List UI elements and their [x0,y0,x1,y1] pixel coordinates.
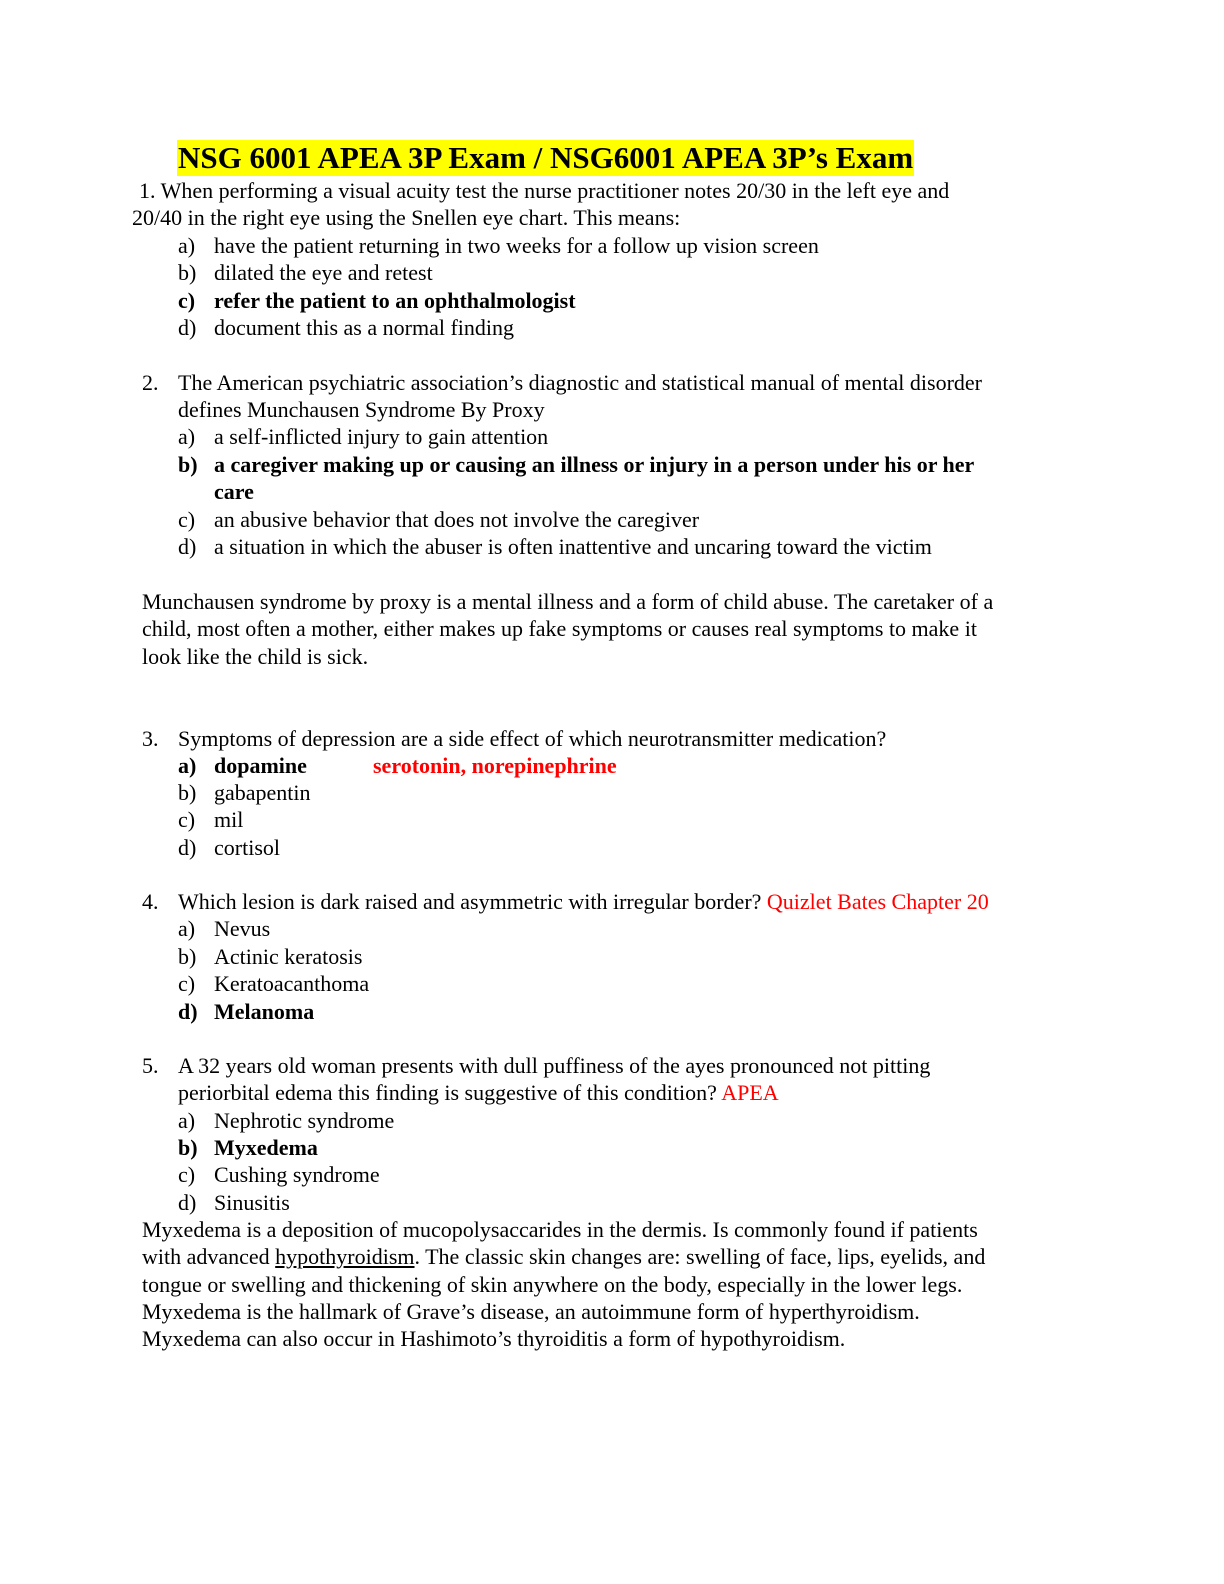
option-text: refer the patient to an ophthalmologist [214,288,576,313]
option-2b-cont: care [214,479,254,504]
hypothyroidism-link[interactable]: hypothyroidism [275,1244,415,1269]
option-text: Melanoma [214,999,315,1024]
option-label: d) [178,835,197,860]
option-text: an abusive behavior that does not involve the caregiver [214,507,700,532]
option-text: Nephrotic syndrome [214,1108,395,1133]
explanation-5-line4: Myxedema is the hallmark of Grave’s disease, an autoimmune form of hyperthyroidism. [142,1299,920,1324]
option-label: d) [178,1190,197,1215]
option-label: a) [178,1108,196,1133]
option-text: Cushing syndrome [214,1162,380,1187]
question-5-text: A 32 years old woman presents with dull puffiness of the ayes pronounced not pitting [178,1053,931,1078]
explanation-5-line3: tongue or swelling and thickening of skin anywhere on the body, especially in the lower legs. [142,1272,963,1297]
option-label: c) [178,288,196,313]
question-4-note: Quizlet Bates Chapter 20 [766,889,989,914]
option-label: c) [178,1162,196,1187]
question-1-text-cont: 20/40 in the right eye using the Snellen eye chart. This means: [132,205,681,230]
question-4-line [178,888,989,915]
option-text: Actinic keratosis [214,944,363,969]
option-text: gabapentin [214,780,311,805]
option-text: a self-inflicted injury to gain attention [214,424,549,449]
question-3-text: Symptoms of depression are a side effect of which neurotransmitter medication? [178,726,887,751]
option-label: c) [178,971,196,996]
question-2-number: 2. [142,370,159,395]
option-text: have the patient returning in two weeks for a follow up vision screen [214,233,819,258]
question-5-text-cont: periorbital edema this finding is suggestive of this condition? [178,1080,717,1105]
question-2-text-cont: defines Munchausen Syndrome By Proxy [178,397,545,422]
explanation-5-line1: Myxedema is a deposition of mucopolysaccarides in the dermis. Is commonly found if patients [142,1217,978,1242]
explanation-5-line5: Myxedema can also occur in Hashimoto’s thyroiditis a form of hypothyroidism. [142,1326,846,1351]
explanation-text: with advanced [142,1244,276,1269]
option-label: c) [178,507,196,532]
question-1-text: 1. When performing a visual acuity test the nurse practitioner notes 20/30 in the left eye and [139,178,950,203]
question-2-text: The American psychiatric association’s diagnostic and statistical manual of mental disorder [178,370,982,395]
option-label: d) [178,534,197,559]
option-text: dilated the eye and retest [214,260,433,285]
option-label: b) [178,944,197,969]
question-5-number: 5. [142,1053,159,1078]
option-text: Keratoacanthoma [214,971,370,996]
option-text: Sinusitis [214,1190,290,1215]
question-5-note: APEA [721,1080,779,1105]
option-text: dopamine [214,753,307,778]
question-5-line2 [178,1079,779,1106]
explanation-text: . The classic skin changes are: swelling of face, lips, eyelids, and [414,1244,986,1269]
explanation-5-line2 [142,1243,985,1270]
explanation-2-line2: child, most often a mother, either makes up fake symptoms or causes real symptoms to make it [142,616,977,641]
option-label: d) [178,315,197,340]
option-label: a) [178,424,196,449]
option-label: a) [178,233,196,258]
option-text: document this as a normal finding [214,315,514,340]
option-label: b) [178,1135,198,1160]
option-label: a) [178,753,197,778]
option-text: a situation in which the abuser is often inattentive and uncaring toward the victim [214,534,932,559]
question-4-number: 4. [142,889,159,914]
question-4-text: Which lesion is dark raised and asymmetric with irregular border? [178,889,762,914]
option-label: c) [178,807,196,832]
explanation-2-line3: look like the child is sick. [142,644,369,669]
option-label: b) [178,780,197,805]
option-text: mil [214,807,244,832]
option-text: a caregiver making up or causing an illness or injury in a person under his or her [214,452,975,477]
option-text: Nevus [214,916,271,941]
option-label: d) [178,999,198,1024]
page-title: NSG 6001 APEA 3P Exam / NSG6001 APEA 3P’s Exam [178,140,914,175]
explanation-2-line1: Munchausen syndrome by proxy is a mental illness and a form of child abuse. The caretaker of a [142,589,994,614]
option-text: Myxedema [214,1135,318,1160]
option-label: a) [178,916,196,941]
question-3-number: 3. [142,726,159,751]
option-label: b) [178,260,197,285]
question-3-note: serotonin, norepinephrine [373,753,617,778]
option-label: b) [178,452,198,477]
option-text: cortisol [214,835,280,860]
